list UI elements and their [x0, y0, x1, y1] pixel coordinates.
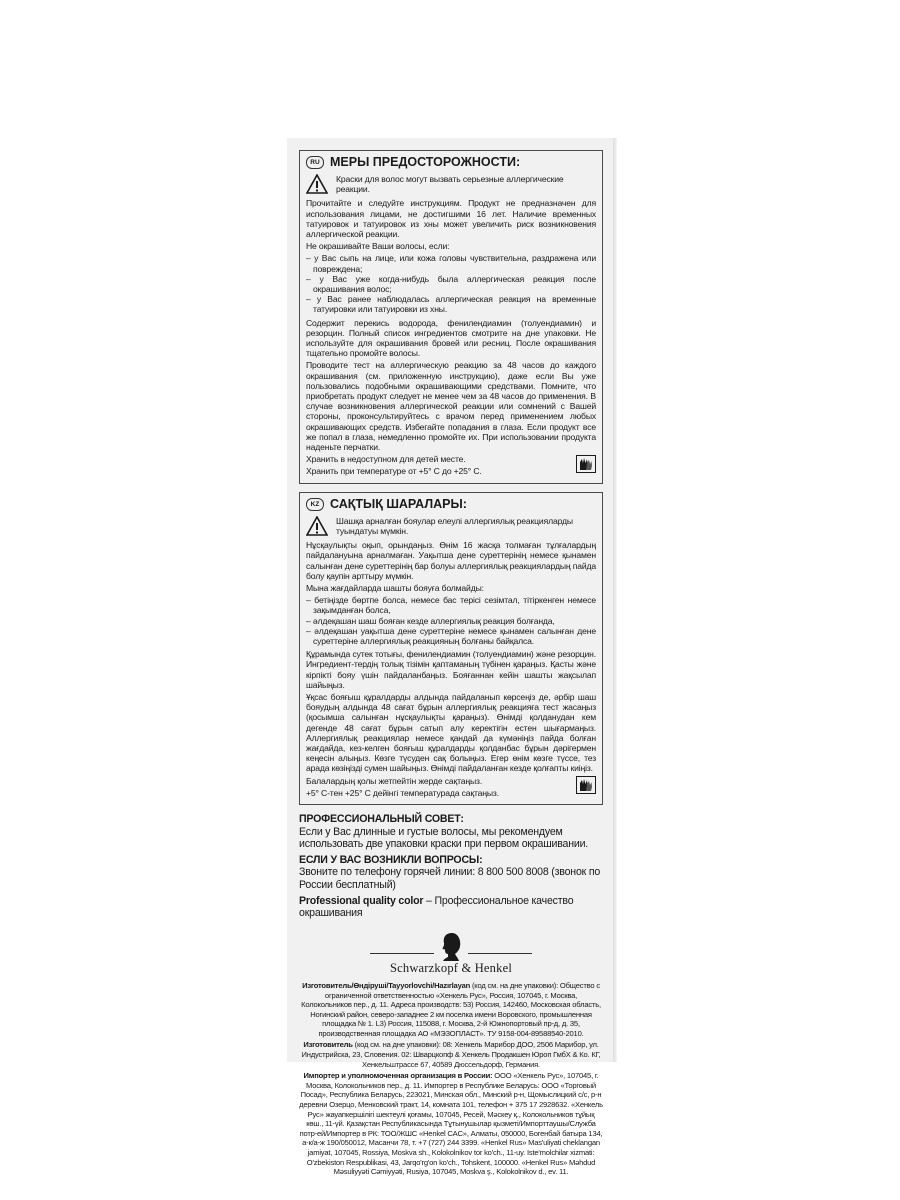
ru-title-row — [306, 155, 596, 170]
kz-list-item: – бетіңізде бөртпе болса, немесе бас терісі сезімтал, тітіркенген немесе зақымданған болса, — [306, 595, 596, 616]
legal-paragraph — [299, 981, 603, 1039]
pro-tip — [299, 813, 603, 851]
legal-paragraph — [299, 1071, 603, 1177]
legal-text: (код см. на дне упаковки): 08: Хенкель Марибор ДОО, 2506 Марибор, ул. Индустрийска, 23, Словения. 02: Шварцкопф & Хенкель Продакшен Юроп ГмбХ & Ко. КГ, Хенкельштрассе 67, 40589 Дюссельдорф, Германия. — [301, 1040, 601, 1069]
ru-list-item: – у Вас уже когда-нибудь была аллергическая реакция после окрашивания волос; — [306, 273, 596, 295]
ru-paragraph: Не окрашивайте Ваши волосы, если: — [306, 241, 450, 252]
pro-tip-text: Если у Вас длинные и густые волосы, мы рекомендуем использовать две упаковки краски при первом окрашивании. — [299, 825, 589, 851]
kz-paragraph: Нұсқаулықты оқып, орындаңыз. Өнім 16 жасқа толмаған тұлғалардың пайдалануына арналмаған. Уақытша дене суреттерінің немесе қынамен салынған дене суреттерінің бар болуы аллергиялық реакциялардың пайда болу қаупін арттыру мүмкін. — [306, 540, 596, 581]
legal-text: (код см. на дне упаковки): Общество с ограниченной ответственностью «Хенкель Рус», Россия, 107045, г. Москва, Колокольников пер., д. 11. Адреса производств: 53) Россия, 142460, Московская область, Ногинский район, северо-западнее 2 км поселка имени Воровского, промышленная площадка № 1. L3) Россия, 115088, г. Москва, 2-й Южнопортовый пр-д, д. 35, производственная площадка АО «МЭЗОПЛАСТ». ТУ 9158-004-89588540-2010. — [301, 980, 601, 1038]
legal-bold: Изготовитель — [303, 1040, 353, 1050]
kz-warning-row — [306, 516, 596, 536]
kz-list-item: – әлдеқашан уақытша дене суреттеріне немесе қынамен салынған дене суреттеріне аллергиялық реакцияның болғаны байқалса. — [306, 625, 596, 646]
quality-text: – Профессиональное качество окрашивания — [299, 894, 574, 920]
questions-heading: ЕСЛИ У ВАС ВОЗНИКЛИ ВОПРОСЫ: — [299, 853, 483, 866]
kz-list-item: – әлдеқашан шаш бояған кезде аллергиялық реакция болғанда, — [306, 615, 555, 626]
ru-paragraph: Хранить при температуре от +5° С до +25° С. — [306, 466, 482, 477]
ru-precautions-box — [299, 150, 603, 484]
ru-paragraph: Содержит перекись водорода, фенилендиамин (толуендиамин) и резорцин. Полный список ингредиентов смотрите на дне упаковки. Не используйте для окрашивания бровей или ресниц. После окрашивания тщательно промойте волосы. — [306, 317, 596, 359]
ru-title: МЕРЫ ПРЕДОСТОРОЖНОСТИ: — [330, 155, 521, 169]
warning-triangle-icon — [306, 516, 328, 536]
kz-precautions-box — [299, 492, 603, 805]
questions-text: Звоните по телефону горячей линии: 8 800 500 8008 (звонок по России бесплатный) — [299, 866, 601, 891]
warning-triangle-icon — [306, 174, 328, 194]
pro-tip-heading: ПРОФЕССИОНАЛЬНЫЙ СОВЕТ: — [299, 812, 464, 825]
quality-bold: Professional quality color — [299, 894, 424, 907]
kz-paragraph: Құрамында сутек тотығы, фенилендиамин (толуендиамин) және резорцин. Ингредиент-тердің толық тізімін қаптаманың түбінен қараңыз. Қасты және кірпікті бояу үшін пайдаланбаңыз. Бояғаннан кейін шашты жақсылап шайыңыз. — [306, 649, 596, 690]
brand-logo — [299, 932, 603, 973]
ru-list-item: – у Вас ранее наблюдалась аллергическая реакция на временные татуировки или татуировки из хны. — [306, 294, 596, 315]
kz-paragraph: Ұқсас бояғыш құралдарды алдында пайдаланып көрсеңіз де, әрбір шаш бояудың алдында 48 сағат бұрын аллергиялық реакцияға тест жасаңыз (қосымша салынған нұсқаулықты қараңыз). Өнімді қолданудан кем дегенде 48 сағат бұрын сатып алу керектігін естен шығармаңыз. Аллергиялық реакциялар немесе қандай да күмәніңіз пайда болған жағдайда, кез-келген бояғыш құралдарды қолданбас бұрын дәрігермен кеңесін алыңыз. Көзге түсуден сақ болыңыз. Егер өнім көзге түссе, тез арада көзіңізді сумен шайыңыз. Өнімді пайдаланған кезде қолғапты киіңіз. — [306, 691, 596, 774]
ru-paragraph: Проводите тест на аллергическую реакцию за 48 часов до каждого окрашивания (см. приложенную инструкцию), даже если Вы уже пользовались подобными окрашивающими средствами. Помните, что приобретать продукт следует не менее чем за 48 часов до применения. В случае возникновения аллергической реакции или сомнений с Вашей стороны, проконсультируйтесь с врачом перед применением любых окрашивающих средств. Избегайте попадания в глаза. Если продукт все же попал в глаза, немедленно промойте их. При использовании продукта наденьте перчатки. — [306, 360, 596, 453]
quality-line — [299, 895, 603, 920]
kz-lang-badge: KZ — [306, 498, 324, 511]
gloves-icon — [576, 776, 596, 794]
brand-name: Schwarzkopf & Henkel — [389, 960, 513, 975]
kz-paragraph: Мына жағдайларда шашты бояуға болмайды: — [306, 582, 484, 593]
profile-silhouette-icon — [440, 932, 462, 962]
ru-lang-badge: RU — [306, 156, 324, 169]
questions-block — [299, 854, 603, 892]
kz-title: САҚТЫҚ ШАРАЛАРЫ: — [330, 496, 467, 511]
legal-text: ООО «Хенкель Рус», 107045, г. Москва, Колокольников пер., д. 11. Импортер в Республике Беларусь: ООО «Торговый Посад», Республика Беларусь, 223021, Минская обл., Минский р-н, Щомыслицкий с/с, р-н деревни Озерцо, Менковский тракт, 14, комната 101, телефон + 375 17 2928632. «Хенкель Рус» жауапкершілігі шектеулі қоғамы, 107045, Ресей, Мәскеу қ., Колокольников тұйық көш., 11-үй. Қазақстан Республикасында Тұтынушылар қызметі/Импорттаушы/Служба потр-ей/Импортер в РК: ТОО/ЖШС «Henkel CAC», Алматы, 050000, Богенбай батыра 134, а-к/а-ж 190/050012, Масанчи 78, т. +7 (727) 244 3399. «Henkel Rus» Mas'uliyati cheklangan jamiyat, 107045, Rossiya, Moskva sh., Kolokolnikov tor ko'ch., 11-uy. Iste'molchilar xizmati: O'zbekiston Respublikasi, 43, Jarqo'rg'on ko'ch., Tohskent, 100000. «Henkel Rus» Məhdud Məsuliyyəti Cəmiyyəti, Rusiya, 107045, Moskva ş., Kolokolnikov d., ev. 11. — [299, 1071, 603, 1177]
legal-bold: Изготовитель/Өндіруші/Tayyorlovchi/Hazırlayan — [302, 980, 471, 990]
kz-paragraph: Балалардың қолы жетпейтін жерде сақтаңыз. — [306, 775, 483, 786]
panel-edge-shadow — [613, 138, 617, 1062]
legal-bold: Импортер и уполномоченная организация в России: — [303, 1071, 493, 1081]
ru-paragraph: Хранить в недоступном для детей месте. — [306, 454, 466, 465]
ru-warning-row — [306, 174, 596, 194]
legal-paragraph — [299, 1040, 603, 1069]
ru-paragraph: Прочитайте и следуйте инструкциям. Продукт не предназначен для использования лицами, не достигшими 16 лет. Наличие временных татуировок и татуировок из хны может увеличить риск возникновения аллергической реакции. — [306, 198, 596, 240]
ru-list-item: – у Вас сыпь на лице, или кожа головы чувствительна, раздражена или повреждена; — [306, 253, 596, 274]
kz-warning-text: Шашқа арналған бояулар елеулі аллергиялық реакцияларды туындатуы мүмкін. — [336, 515, 573, 536]
logo-rule-left — [370, 953, 434, 954]
logo-emblem-row — [299, 932, 603, 962]
kz-title-row — [306, 497, 596, 512]
package-panel — [287, 138, 613, 1177]
ru-warning-text: Краски для волос могут вызвать серьезные аллергические реакции. — [336, 174, 564, 195]
logo-rule-right — [468, 953, 532, 954]
legal-block — [299, 981, 603, 1177]
gloves-icon — [576, 455, 596, 473]
kz-paragraph: +5° С-тен +25° С дейінгі температурада сақтаңыз. — [306, 787, 499, 798]
